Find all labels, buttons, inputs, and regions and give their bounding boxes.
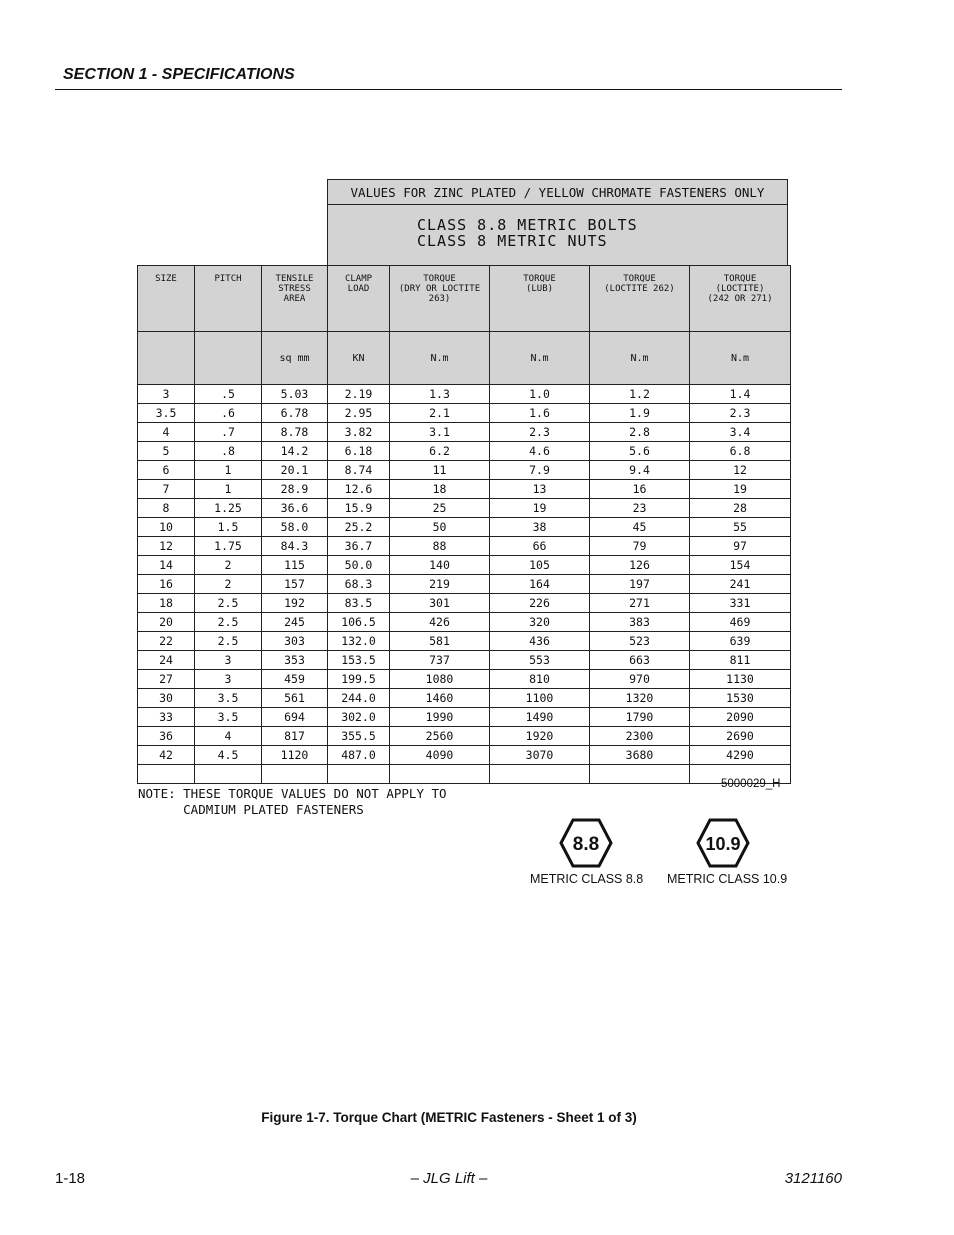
footer-brand: – JLG Lift –	[410, 1170, 488, 1187]
table-cell: 105	[490, 556, 590, 575]
table-cell: 14	[138, 556, 195, 575]
table-cell: 13	[490, 480, 590, 499]
table-cell: 3.4	[690, 423, 791, 442]
table-cell: 4290	[690, 746, 791, 765]
table-cell: 353	[262, 651, 328, 670]
table-cell: 2.3	[490, 423, 590, 442]
table-row	[138, 518, 791, 537]
table-cell: 6.18	[328, 442, 390, 461]
table-cell: 22	[138, 632, 195, 651]
column-header-line: (242 OR 271)	[707, 294, 773, 304]
table-cell: 1	[195, 480, 262, 499]
table-cell: 1.3	[390, 385, 490, 404]
table-cell: 1.4	[690, 385, 791, 404]
table-cell: 20.1	[262, 461, 328, 480]
column-header-line: TORQUE	[523, 274, 556, 284]
table-cell: 6.78	[262, 404, 328, 423]
table-cell: 303	[262, 632, 328, 651]
column-unit	[138, 332, 195, 385]
table-cell: 79	[590, 537, 690, 556]
table-cell: 8.74	[328, 461, 390, 480]
table-cell: 2.5	[195, 632, 262, 651]
table-cell: 2.5	[195, 613, 262, 632]
table-cell: 1530	[690, 689, 791, 708]
bolt-label-10-9: METRIC CLASS 10.9	[667, 872, 788, 886]
table-cell: 4	[195, 727, 262, 746]
table-cell: 3.5	[138, 404, 195, 423]
table-cell: 1.75	[195, 537, 262, 556]
table-cell: 2560	[390, 727, 490, 746]
table-cell: 2.1	[390, 404, 490, 423]
table-cell: 38	[490, 518, 590, 537]
table-cell: 244.0	[328, 689, 390, 708]
table-cell: 197	[590, 575, 690, 594]
table-cell: 164	[490, 575, 590, 594]
table-cell: 42	[138, 746, 195, 765]
table-cell: 157	[262, 575, 328, 594]
table-cell: 12	[690, 461, 791, 480]
table-row	[138, 423, 791, 442]
column-header-line: TORQUE	[423, 274, 456, 284]
table-cell: 817	[262, 727, 328, 746]
table-cell: 1320	[590, 689, 690, 708]
table-cell: 20	[138, 613, 195, 632]
table-cell: 12.6	[328, 480, 390, 499]
table-cell: 4.6	[490, 442, 590, 461]
table-cell: 523	[590, 632, 690, 651]
table-cell: 36.6	[262, 499, 328, 518]
table-cell: 126	[590, 556, 690, 575]
table-cell: .7	[195, 423, 262, 442]
table-row	[138, 727, 791, 746]
table-cell: 106.5	[328, 613, 390, 632]
table-cell: 4.5	[195, 746, 262, 765]
table-cell: .5	[195, 385, 262, 404]
table-cell: 9.4	[590, 461, 690, 480]
table-cell: 241	[690, 575, 791, 594]
table-row	[138, 651, 791, 670]
table-cell: 16	[590, 480, 690, 499]
table-cell: 2690	[690, 727, 791, 746]
column-unit: sq mm	[262, 332, 328, 385]
table-cell: 1.6	[490, 404, 590, 423]
column-header	[328, 266, 390, 332]
column-header	[262, 266, 328, 332]
table-cell: 3.5	[195, 689, 262, 708]
table-cell: 18	[390, 480, 490, 499]
table-row	[138, 556, 791, 575]
table-cell: 355.5	[328, 727, 390, 746]
table-cell: 140	[390, 556, 490, 575]
table-cell: 5.6	[590, 442, 690, 461]
table-cell: 45	[590, 518, 690, 537]
table-cell: 16	[138, 575, 195, 594]
empty-row	[138, 765, 791, 784]
table-cell: 331	[690, 594, 791, 613]
table-row	[138, 708, 791, 727]
table-cell: 3070	[490, 746, 590, 765]
table-row	[138, 442, 791, 461]
fastener-values-title	[327, 179, 788, 205]
table-row	[138, 689, 791, 708]
table-cell: 2300	[590, 727, 690, 746]
table-cell: 2.8	[590, 423, 690, 442]
table-cell: 23	[590, 499, 690, 518]
table-cell: 581	[390, 632, 490, 651]
column-header-line: CLAMP	[344, 274, 373, 284]
table-cell: 561	[262, 689, 328, 708]
table-row	[138, 575, 791, 594]
table-cell: 3	[138, 385, 195, 404]
bolt-label-8-8: METRIC CLASS 8.8	[530, 872, 644, 886]
column-header-row	[138, 266, 791, 332]
table-body	[138, 385, 791, 784]
column-header-line: STRESS	[278, 284, 311, 294]
table-cell: 192	[262, 594, 328, 613]
table-cell: 811	[690, 651, 791, 670]
table-cell: 12	[138, 537, 195, 556]
table-row	[138, 613, 791, 632]
empty-cell	[390, 765, 490, 784]
table-cell: 30	[138, 689, 195, 708]
table-cell: 28	[690, 499, 791, 518]
document-number: 3121160	[784, 1170, 842, 1187]
table-cell: 1130	[690, 670, 791, 689]
empty-cell	[138, 765, 195, 784]
table-cell: 694	[262, 708, 328, 727]
table-cell: 15.9	[328, 499, 390, 518]
table-cell: 426	[390, 613, 490, 632]
empty-cell	[195, 765, 262, 784]
table-cell: 33	[138, 708, 195, 727]
table-cell: 302.0	[328, 708, 390, 727]
table-cell: 320	[490, 613, 590, 632]
bolt-class-title	[327, 204, 788, 266]
table-cell: 28.9	[262, 480, 328, 499]
table-cell: 3.5	[195, 708, 262, 727]
table-cell: 10	[138, 518, 195, 537]
table-cell: 19	[690, 480, 791, 499]
table-cell: 88	[390, 537, 490, 556]
table-cell: 1.0	[490, 385, 590, 404]
table-cell: 1120	[262, 746, 328, 765]
table-cell: 2	[195, 556, 262, 575]
table-cell: 245	[262, 613, 328, 632]
table-cell: 97	[690, 537, 791, 556]
table-cell: 132.0	[328, 632, 390, 651]
empty-cell	[490, 765, 590, 784]
section-header: SECTION 1 - SPECIFICATIONS	[63, 66, 295, 83]
table-cell: 58.0	[262, 518, 328, 537]
table-cell: 11	[390, 461, 490, 480]
table-row	[138, 385, 791, 404]
table-cell: 7	[138, 480, 195, 499]
figure-code: 5000029_H	[721, 778, 781, 790]
bolt-class-8-8-icon	[559, 818, 613, 868]
note-line-1: NOTE: THESE TORQUE VALUES DO NOT APPLY TO	[138, 786, 447, 801]
table-cell: 301	[390, 594, 490, 613]
table-cell: 2.95	[328, 404, 390, 423]
torque-table	[137, 265, 791, 784]
table-cell: 4090	[390, 746, 490, 765]
table-cell: 68.3	[328, 575, 390, 594]
table-cell: 1490	[490, 708, 590, 727]
table-cell: 50	[390, 518, 490, 537]
bolt-mark-10-9: 10.9	[705, 834, 741, 854]
table-cell: 1920	[490, 727, 590, 746]
table-cell: 83.5	[328, 594, 390, 613]
table-cell: 3.82	[328, 423, 390, 442]
note-line-2: CADMIUM PLATED FASTENERS	[138, 802, 364, 817]
table-cell: 24	[138, 651, 195, 670]
table-row	[138, 632, 791, 651]
column-header-line: (LUB)	[525, 284, 554, 294]
column-header	[138, 266, 195, 332]
table-cell: 55	[690, 518, 791, 537]
figure-caption: Figure 1-7. Torque Chart (METRIC Fasteners - Sheet 1 of 3)	[261, 1110, 637, 1125]
unit-row	[138, 332, 791, 385]
table-cell: 1100	[490, 689, 590, 708]
column-unit: KN	[328, 332, 390, 385]
table-cell: 810	[490, 670, 590, 689]
table-cell: 3	[195, 670, 262, 689]
column-unit: N.m	[490, 332, 590, 385]
table-cell: 3.1	[390, 423, 490, 442]
table-cell: 383	[590, 613, 690, 632]
table-cell: 1460	[390, 689, 490, 708]
column-unit	[195, 332, 262, 385]
table-cell: 271	[590, 594, 690, 613]
table-cell: 4	[138, 423, 195, 442]
table-cell: 226	[490, 594, 590, 613]
table-cell: 8	[138, 499, 195, 518]
column-header-line: TENSILE	[275, 274, 314, 284]
table-cell: .6	[195, 404, 262, 423]
table-row	[138, 594, 791, 613]
table-cell: 6.8	[690, 442, 791, 461]
table-cell: 2	[195, 575, 262, 594]
table-cell: 3	[195, 651, 262, 670]
table-cell: 553	[490, 651, 590, 670]
table-cell: 469	[690, 613, 791, 632]
table-cell: 115	[262, 556, 328, 575]
table-cell: 153.5	[328, 651, 390, 670]
table-cell: 219	[390, 575, 490, 594]
table-cell: 737	[390, 651, 490, 670]
table-cell: 199.5	[328, 670, 390, 689]
table-row	[138, 480, 791, 499]
note	[138, 786, 447, 818]
table-cell: 5.03	[262, 385, 328, 404]
column-header-line: (LOCTITE 262)	[604, 284, 675, 294]
empty-cell	[590, 765, 690, 784]
column-header	[590, 266, 690, 332]
table-cell: 6	[138, 461, 195, 480]
table-cell: 36	[138, 727, 195, 746]
table-row	[138, 404, 791, 423]
table-cell: 66	[490, 537, 590, 556]
table-row	[138, 499, 791, 518]
page-number: 1-18	[55, 1170, 86, 1187]
column-header	[195, 266, 262, 332]
table-cell: 7.9	[490, 461, 590, 480]
table-cell: 1.2	[590, 385, 690, 404]
bolt-class-10-9-icon	[696, 818, 750, 868]
table-cell: 1990	[390, 708, 490, 727]
table-cell: 14.2	[262, 442, 328, 461]
table-cell: 436	[490, 632, 590, 651]
table-cell: 2.19	[328, 385, 390, 404]
nut-class-line: CLASS 8 METRIC NUTS	[417, 232, 608, 250]
table-cell: 1.5	[195, 518, 262, 537]
table-cell: 27	[138, 670, 195, 689]
table-cell: 25.2	[328, 518, 390, 537]
column-header-line: LOAD	[347, 284, 370, 294]
bolt-class-line: CLASS 8.8 METRIC BOLTS	[417, 216, 638, 234]
column-header-line: TORQUE	[623, 274, 656, 284]
table-cell: 663	[590, 651, 690, 670]
column-header	[490, 266, 590, 332]
empty-cell	[262, 765, 328, 784]
table-cell: 1790	[590, 708, 690, 727]
table-cell: 2.5	[195, 594, 262, 613]
table-cell: 970	[590, 670, 690, 689]
table-cell: 487.0	[328, 746, 390, 765]
column-unit: N.m	[390, 332, 490, 385]
table-cell: 1.9	[590, 404, 690, 423]
column-unit: N.m	[690, 332, 791, 385]
column-header-line: (DRY OR LOCTITE 263)	[398, 284, 481, 304]
column-unit: N.m	[590, 332, 690, 385]
table-cell: 154	[690, 556, 791, 575]
column-header-line: TORQUE	[723, 274, 757, 284]
column-header	[390, 266, 490, 332]
header-rule	[55, 89, 842, 90]
column-header-line: (LOCTITE)	[715, 284, 765, 294]
table-cell: 3680	[590, 746, 690, 765]
table-cell: 8.78	[262, 423, 328, 442]
table-cell: 25	[390, 499, 490, 518]
table-row	[138, 746, 791, 765]
table-cell: 1.25	[195, 499, 262, 518]
table-cell: 1080	[390, 670, 490, 689]
empty-cell	[328, 765, 390, 784]
column-header	[690, 266, 791, 332]
table-cell: 5	[138, 442, 195, 461]
table-cell: 18	[138, 594, 195, 613]
table-row	[138, 670, 791, 689]
table-cell: 1	[195, 461, 262, 480]
table-cell: 6.2	[390, 442, 490, 461]
fastener-values-title-text: VALUES FOR ZINC PLATED / YELLOW CHROMATE FASTENERS ONLY	[350, 184, 765, 200]
table-cell: 36.7	[328, 537, 390, 556]
table-cell: 459	[262, 670, 328, 689]
table-cell: 2.3	[690, 404, 791, 423]
table-row	[138, 461, 791, 480]
column-header-line: SIZE	[155, 274, 177, 284]
table-cell: 639	[690, 632, 791, 651]
table-cell: 19	[490, 499, 590, 518]
table-row	[138, 537, 791, 556]
table-cell: 50.0	[328, 556, 390, 575]
table-cell: 2090	[690, 708, 791, 727]
table-cell: 84.3	[262, 537, 328, 556]
bolt-mark-8-8: 8.8	[572, 834, 600, 855]
column-header-line: AREA	[283, 294, 306, 304]
table-cell: .8	[195, 442, 262, 461]
column-header-line: PITCH	[214, 274, 242, 284]
